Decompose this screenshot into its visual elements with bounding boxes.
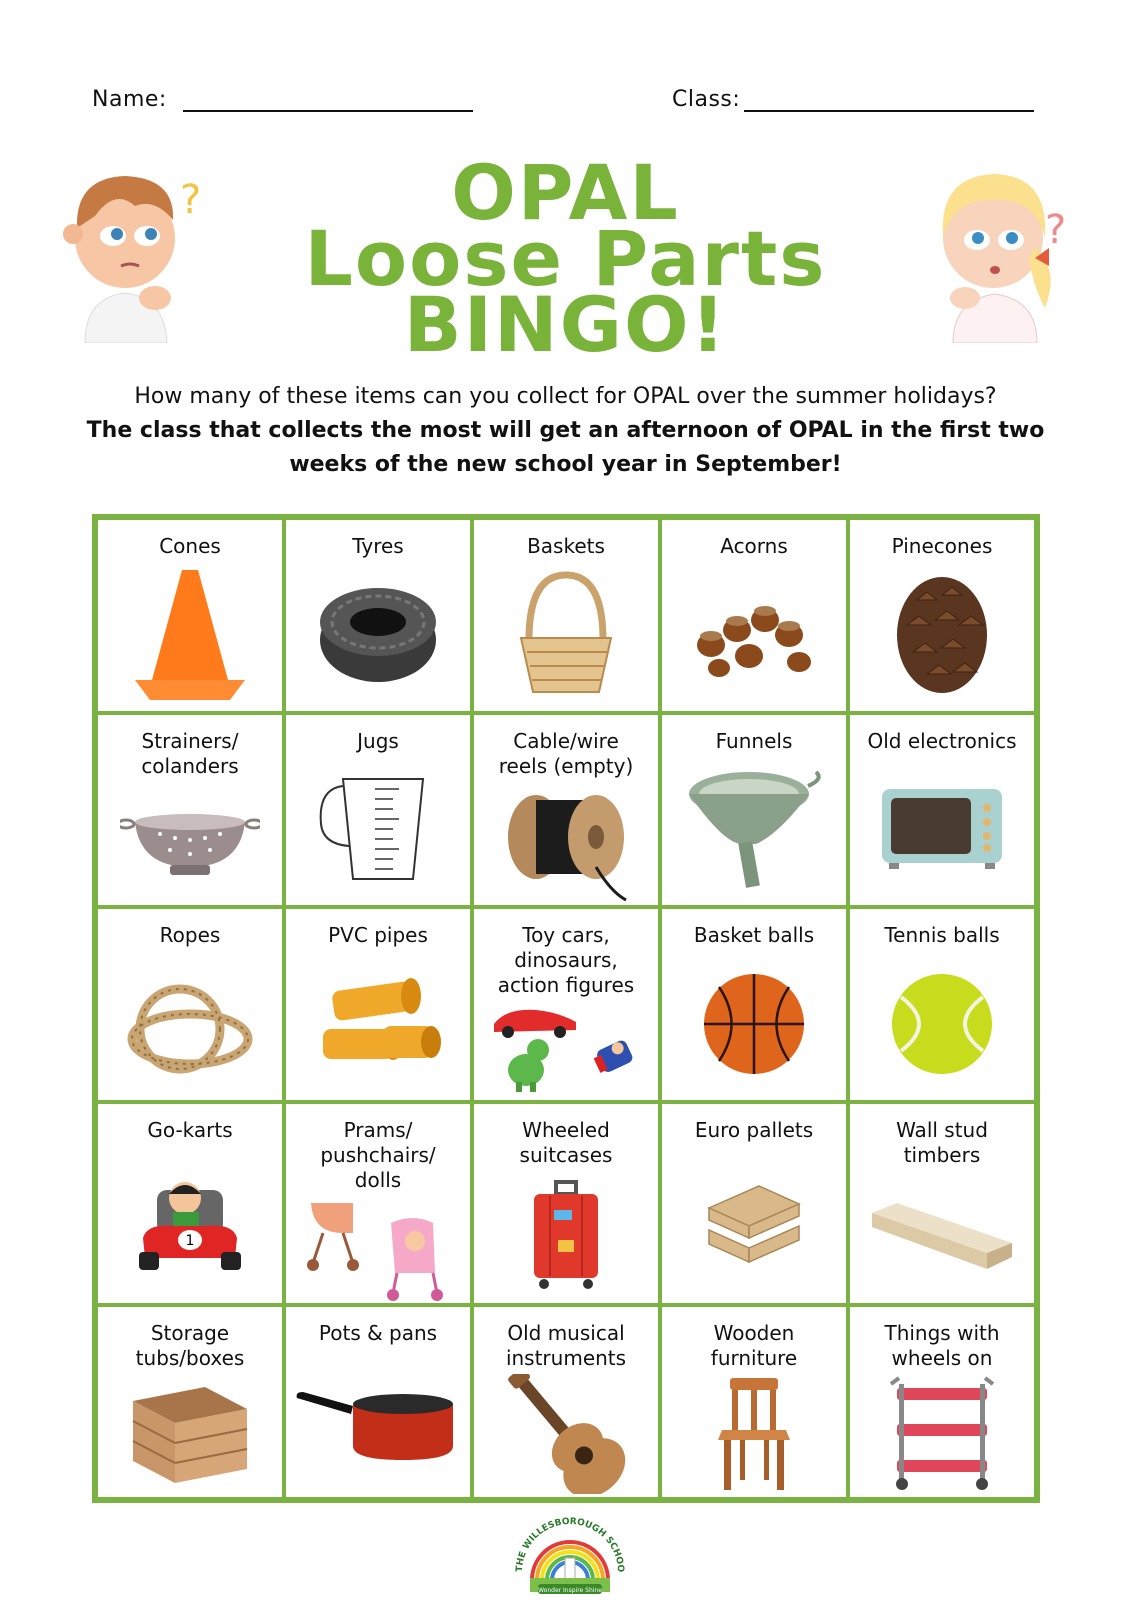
- intro-question: How many of these items can you collect for OPAL over the summer holidays?: [134, 384, 997, 409]
- intro-prize-line-1: The class that collects the most will get an afternoon of OPAL in the first two: [86, 418, 1045, 443]
- bingo-cell-basket-balls[interactable]: [660, 907, 848, 1102]
- bingo-cell-tyres[interactable]: [284, 518, 472, 713]
- cell-label: Euro pallets: [694, 1117, 814, 1142]
- basketball-icon: [699, 969, 809, 1079]
- name-line[interactable]: [183, 86, 473, 112]
- bingo-cell-strainers[interactable]: [96, 713, 284, 908]
- cell-label: Strainers/ colanders: [141, 728, 239, 778]
- cell-label: Go-karts: [147, 1117, 233, 1142]
- funnel-icon: [684, 764, 824, 894]
- svg-text:1: 1: [185, 1232, 195, 1249]
- cable-reel-icon: [501, 782, 631, 902]
- rope-icon: [120, 974, 260, 1074]
- cell-label: Funnels: [715, 728, 793, 753]
- bingo-cell-tennis-balls[interactable]: [848, 907, 1036, 1102]
- cell-label: Basket balls: [693, 923, 815, 947]
- bingo-cell-prams[interactable]: [284, 1102, 472, 1305]
- cell-label: Cable/wire reels (empty): [498, 728, 634, 778]
- bingo-cell-storage-tubs[interactable]: [96, 1305, 284, 1500]
- bingo-cell-toys[interactable]: [472, 907, 660, 1102]
- go-kart-icon: [135, 1168, 245, 1278]
- cell-label: Cones: [159, 534, 221, 558]
- bingo-cell-cones[interactable]: [96, 518, 284, 713]
- bingo-grid: [92, 514, 1040, 1503]
- bingo-cell-euro-pallets[interactable]: [660, 1102, 848, 1305]
- name-field[interactable]: [92, 86, 473, 112]
- class-label: Class:: [672, 87, 741, 112]
- pinecone-icon: [887, 570, 997, 700]
- school-logo: [510, 1512, 630, 1596]
- cell-label: Prams/ pushchairs/ dolls: [320, 1117, 436, 1192]
- pvc-pipes-icon: [313, 974, 443, 1074]
- name-label: Name:: [92, 87, 167, 112]
- bingo-cell-pinecones[interactable]: [848, 518, 1036, 713]
- cell-label: Wooden furniture: [710, 1320, 798, 1370]
- intro-prize-line-2: weeks of the new school year in September!: [289, 452, 842, 477]
- bingo-cell-cable-reels[interactable]: [472, 713, 660, 908]
- cell-label: Jugs: [357, 728, 399, 753]
- bingo-cell-wooden-furniture[interactable]: [660, 1305, 848, 1500]
- crate-icon: [125, 1379, 255, 1489]
- bingo-cell-pvc-pipes[interactable]: [284, 907, 472, 1102]
- cell-label: Acorns: [720, 534, 788, 558]
- bingo-cell-acorns[interactable]: [660, 518, 848, 713]
- cell-label: Pots & pans: [318, 1320, 438, 1345]
- cell-label: Toy cars, dinosaurs, action figures: [497, 923, 635, 997]
- title-line-3: BINGO!: [403, 280, 728, 369]
- tyre-icon: [313, 580, 443, 690]
- bingo-cell-things-with-wheels[interactable]: [848, 1305, 1036, 1500]
- basket-icon: [511, 570, 621, 700]
- cell-label: Tyres: [352, 534, 404, 558]
- cell-label: Things with wheels on: [884, 1320, 1000, 1370]
- logo-arc-text: THE WILLESBOROUGH SCHOO: [514, 1516, 626, 1573]
- svg-text:?: ?: [1045, 207, 1067, 253]
- cell-label: Pinecones: [891, 534, 993, 558]
- pram-icon: [303, 1193, 453, 1303]
- intro-text: [80, 380, 1051, 482]
- cell-label: Old electronics: [867, 728, 1017, 753]
- title-line-1: OPAL: [451, 148, 680, 237]
- logo-motto: Wonder Inspire Shine: [538, 1587, 602, 1594]
- trolley-icon: [887, 1374, 997, 1494]
- cell-label: Storage tubs/boxes: [135, 1320, 245, 1370]
- title-line-2: Loose Parts: [304, 214, 827, 303]
- acorns-icon: [689, 590, 819, 680]
- bingo-title: [0, 148, 1131, 369]
- cell-label: Ropes: [159, 923, 221, 947]
- timber-icon: [867, 1195, 1017, 1275]
- bingo-cell-ropes[interactable]: [96, 907, 284, 1102]
- guitar-icon: [506, 1374, 626, 1494]
- colander-icon: [120, 802, 260, 882]
- bingo-cell-pots-and-pans[interactable]: [284, 1305, 472, 1500]
- cell-label: Tennis balls: [884, 923, 1000, 947]
- cell-label: Wheeled suitcases: [519, 1117, 613, 1167]
- toys-icon: [486, 1004, 646, 1094]
- bingo-cell-jugs[interactable]: [284, 713, 472, 908]
- bingo-cell-old-electronics[interactable]: [848, 713, 1036, 908]
- class-line[interactable]: [744, 86, 1034, 112]
- svg-text:?: ?: [180, 177, 202, 223]
- pallet-icon: [699, 1178, 809, 1268]
- cell-label: Baskets: [527, 534, 605, 558]
- class-field[interactable]: [672, 86, 1034, 112]
- bingo-cell-go-karts[interactable]: [96, 1102, 284, 1305]
- bingo-cell-baskets[interactable]: [472, 518, 660, 713]
- bingo-cell-wall-stud-timbers[interactable]: [848, 1102, 1036, 1305]
- tennis-ball-icon: [887, 969, 997, 1079]
- bingo-cell-funnels[interactable]: [660, 713, 848, 908]
- suitcase-icon: [526, 1180, 606, 1290]
- cell-label: Old musical instruments: [505, 1320, 627, 1370]
- bingo-cell-suitcases[interactable]: [472, 1102, 660, 1305]
- cone-icon: [130, 565, 250, 705]
- saucepan-icon: [293, 1376, 463, 1466]
- chair-icon: [714, 1374, 794, 1494]
- cell-label: Wall stud timbers: [896, 1117, 988, 1167]
- measuring-jug-icon: [313, 774, 443, 884]
- microwave-icon: [877, 784, 1007, 874]
- bingo-cell-musical-instruments[interactable]: [472, 1305, 660, 1500]
- cell-label: PVC pipes: [328, 923, 428, 947]
